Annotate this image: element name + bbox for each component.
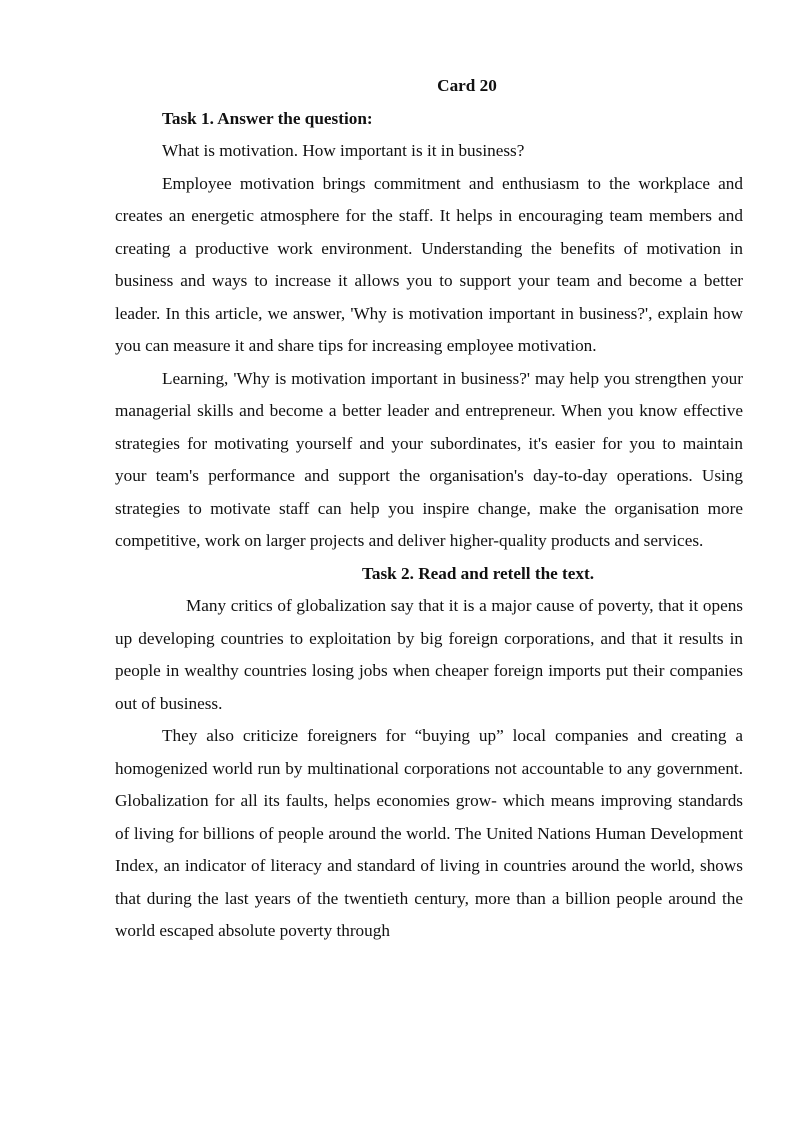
task1-paragraph-2: Learning, 'Why is motivation important in business?' may help you strengthen your managerial skills and become a better leader and entrepreneur. When you know effective strategies for motivating yourself and your subordinates, it's easier for you to maintain your team's performance and support the organisation's day-to-day operations. Using strategies to motivate staff can help you inspire change, make the organisation more competitive, work on larger projects and deliver higher-quality products and services. [115, 368, 743, 550]
task1-paragraph-1: Employee motivation brings commitment and enthusiasm to the workplace and creates an energetic atmosphere for the staff. It helps in encouraging team members and creating a productive work environment. Understanding the benefits of motivation in business and ways to increase it allows you to support your team and become a better leader. In this article, we answer, 'Why is motivation important in business?', explain how you can measure it and share tips for increasing employee motivation. [115, 173, 743, 355]
task2-heading: Task 2. Read and retell the text. [361, 563, 595, 583]
card-title: Card 20 [437, 76, 497, 95]
task2-paragraph-2: They also criticize foreigners for “buying up” local companies and creating a homogenized world run by multinational corporations not accountable to any government. Globalization for all its faults, helps economies grow- which means improving standards of living for billions of people around the world. The United Nations Human Development Index, an indicator of literacy and standard of living in countries around the world, shows that during the last years of the twentieth century, more than a billion people around the world escaped absolute poverty through [115, 726, 743, 940]
task2-paragraph-1: Many critics of globalization say that it is a major cause of poverty, that it opens up developing countries to exploitation by big foreign corporations, and that it results in people in wealthy countries losing jobs when cheaper foreign imports put their companies out of business. [115, 596, 743, 713]
document-page [115, 70, 743, 948]
task1-question: What is motivation. How important is it in business? [162, 141, 525, 160]
task1-heading: Task 1. Answer the question: [162, 108, 373, 128]
